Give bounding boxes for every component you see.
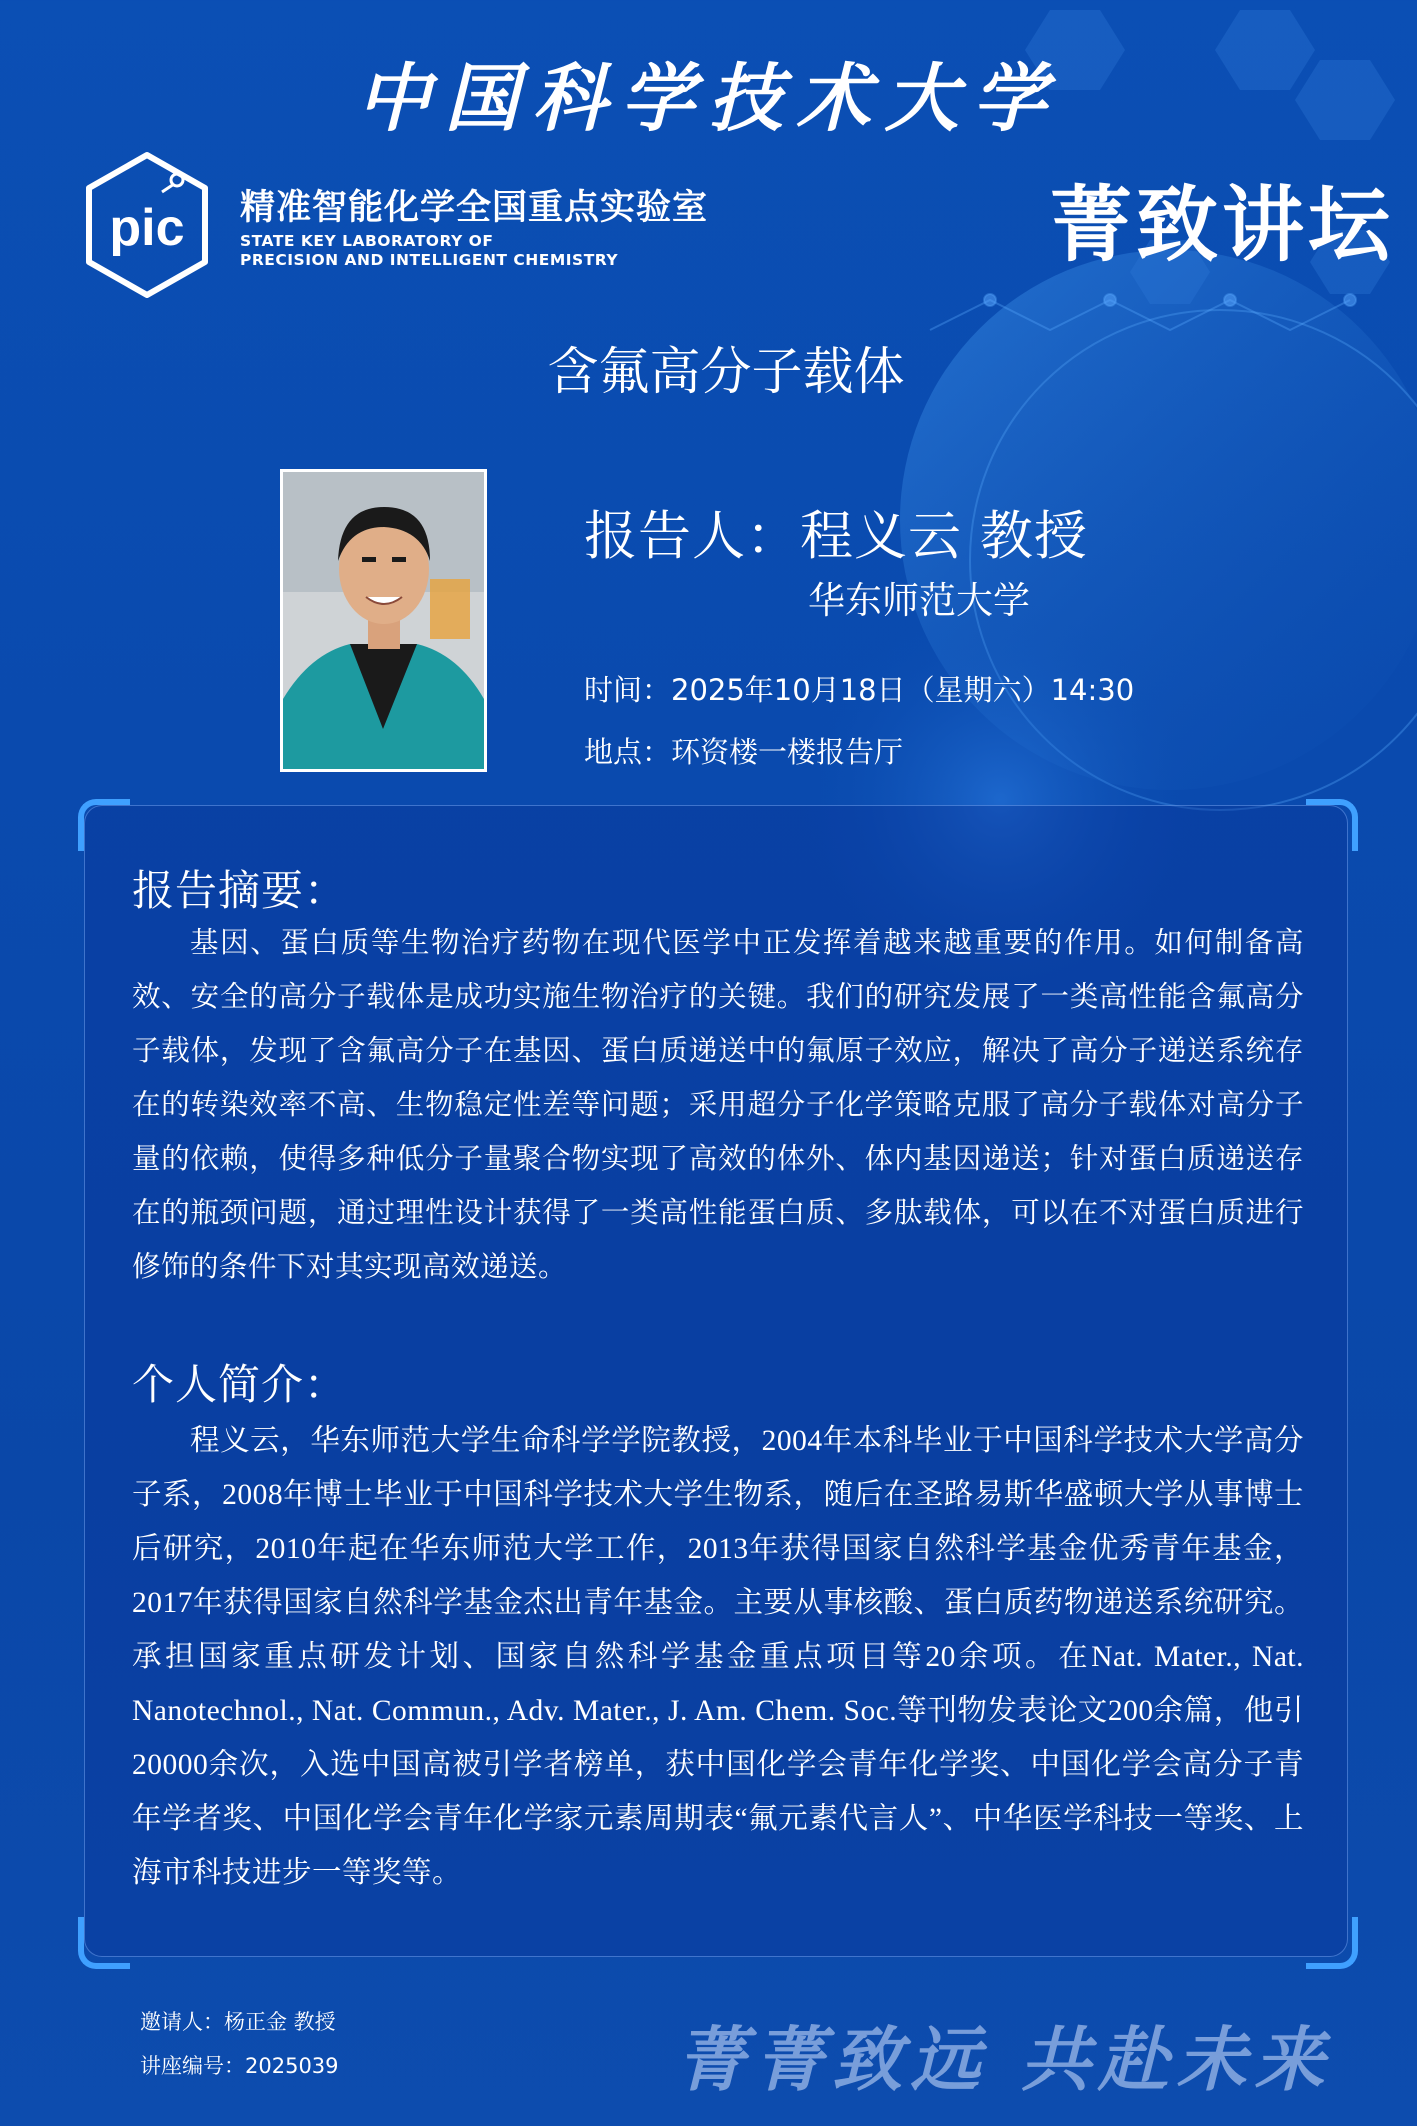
- speaker-name: 报告人：程义云 教授: [584, 506, 1088, 567]
- bio-heading: 个人简介：: [132, 1360, 348, 1409]
- lecture-number: 讲座编号：2025039: [140, 2054, 339, 2078]
- speaker-affiliation: 华东师范大学: [808, 579, 1030, 622]
- inviter: 邀请人：杨正金 教授: [140, 2010, 336, 2034]
- abstract-text: 基因、蛋白质等生物治疗药物在现代医学中正发挥着越来越重要的作用。如何制备高效、安全的高分子载体是成功实施生物治疗的关键。我们的研究发展了一类高性能含氟高分子载体，发现了含氟高分子在基因、蛋白质递送中的氟原子效应，解决了高分子递送系统存在的转染效率不高、生物稳定性差等问题；采用超分子化学策略克服了高分子载体对高分子量的依赖，使得多种低分子量聚合物实现了高效的体外、体内基因递送；针对蛋白质递送存在的瓶颈问题，通过理性设计获得了一类高性能蛋白质、多肽载体，可以在不对蛋白质进行修饰的条件下对其实现高效递送。: [132, 926, 1304, 1283]
- panel-corner-bottom-left: [78, 1917, 130, 1969]
- speaker-photo: [280, 469, 487, 772]
- talk-title: 含氟高分子载体: [547, 343, 905, 402]
- lab-name-chinese: 精准智能化学全国重点实验室: [240, 188, 709, 228]
- talk-place: 地点：环资楼一楼报告厅: [584, 735, 904, 769]
- panel-corner-top-right: [1306, 799, 1358, 851]
- talk-time: 时间：2025年10月18日（星期六）14:30: [584, 673, 1135, 707]
- panel-corner-top-left: [78, 799, 130, 851]
- lab-name-english-line1: STATE KEY LABORATORY OF: [240, 232, 494, 250]
- bio-text: 程义云，华东师范大学生命科学学院教授，2004年本科毕业于中国科学技术大学高分子系，2008年博士毕业于中国科学技术大学生物系，随后在圣路易斯华盛顿大学从事博士后研究，2010年起在华东师范大学工作，2013年获得国家自然科学基金优秀青年基金，2017年获得国家自然科学基金杰出青年基金。主要从事核酸、蛋白质药物递送系统研究。承担国家重点研发计划、国家自然科学基金重点项目等20余项。在Nat. Mater., Nat. Nanotechnol., Nat. Commun., Adv. Mater., J. Am. Chem. Soc.等刊物发表论文200余篇，他引20000余次，入选中国高被引学者榜单，获中国化学会青年化学奖、中国化学会高分子青年学者奖、中国化学会青年化学家元素周期表“氟元素代言人”、中华医学科技一等奖、上海市科技进步一等奖等。: [132, 1425, 1305, 1889]
- slogan: 菁菁致远 共赴未来: [676, 2018, 1333, 2101]
- lab-logo-icon: [82, 150, 212, 300]
- university-name-calligraphy: 中国科学技术大学: [356, 56, 1061, 142]
- abstract-heading: 报告摘要：: [132, 866, 348, 915]
- lab-name-english-line2: PRECISION AND INTELLIGENT CHEMISTRY: [240, 251, 619, 269]
- panel-corner-bottom-right: [1306, 1917, 1358, 1969]
- lab-logo-letters: pic: [109, 199, 185, 257]
- lab-name-english: [240, 232, 618, 270]
- series-name: 菁致讲坛: [1050, 178, 1395, 273]
